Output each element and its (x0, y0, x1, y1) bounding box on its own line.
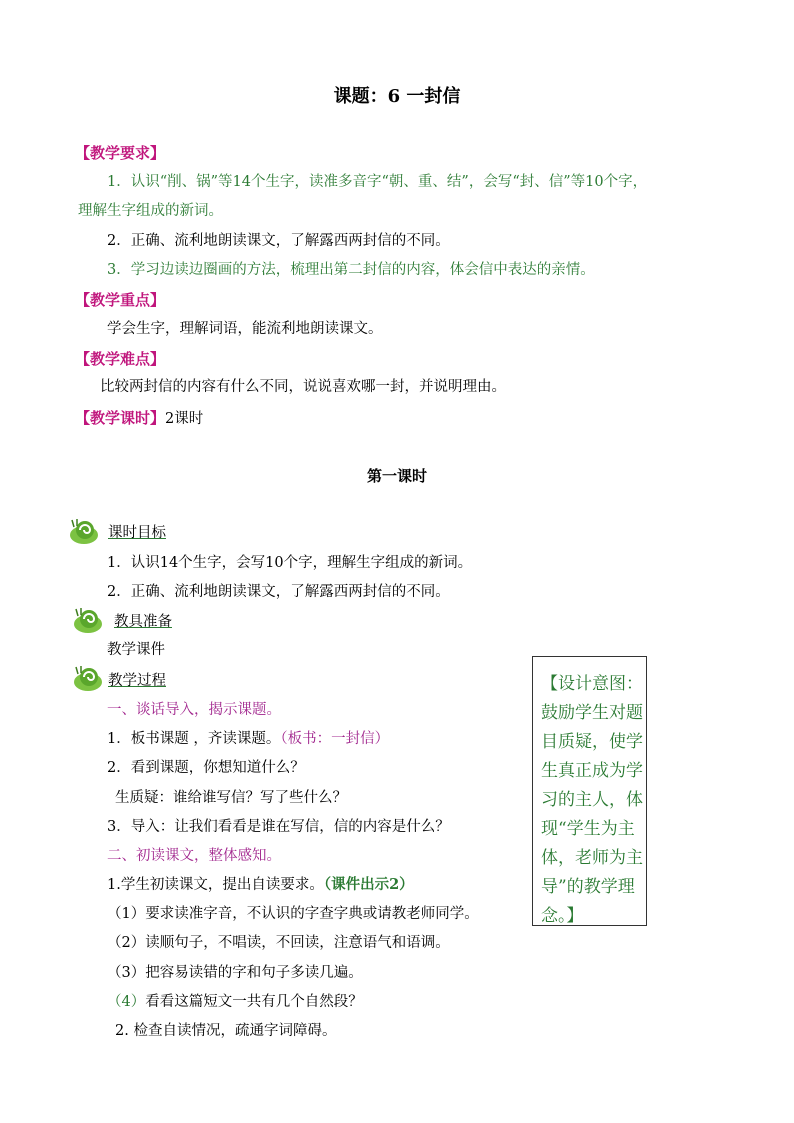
read-sub-4-number: （4） (107, 994, 146, 1010)
difficulties-heading: 【教学难点】 (75, 350, 166, 368)
tools-heading: 教具准备 (114, 614, 172, 630)
requirement-item-3: 3．学习边读边圈画的方法，梳理出第二封信的内容，体会信中表达的亲情。 (107, 262, 595, 278)
read-step-1-note: （课件出示2） (323, 876, 414, 893)
read-step-1-text: 1.学生初读课文，提出自读要求。 (107, 877, 324, 893)
goal-item-1: 1．认识14个生字，会写10个字，理解生字组成的新词。 (107, 555, 473, 571)
read-sub-4-text: 看看这篇短文一共有几个自然段？ (145, 994, 363, 1010)
read-sub-3: （3）把容易读错的字和句子多读几遍。 (107, 965, 363, 981)
process-heading: 教学过程 (108, 673, 166, 689)
class-hours-heading: 【教学课时】 (75, 409, 166, 427)
key-points-text: 学会生字，理解词语，能流利地朗读课文。 (107, 321, 383, 337)
requirement-item-1-line-2: 理解生字组成的新词。 (78, 203, 223, 219)
lesson-title: 第一课时 (366, 467, 427, 485)
design-intent-line: 现“学生为主 (541, 819, 635, 839)
process-step-3: 3．导入：让我们看看是谁在写信，信的内容是什么？ (107, 819, 450, 835)
snail-icon (72, 662, 104, 694)
process-step-1-text: 1．板书课题 ，齐读课题。 (107, 731, 281, 747)
teaching-requirements-heading: 【教学要求】 (75, 144, 166, 162)
requirement-item-1-line-1: 1．认识“削、锅”等14个生字，读准多音字“朝、重、结”，会写“封、信”等10个字， (107, 174, 648, 190)
key-points-heading: 【教学重点】 (75, 291, 166, 309)
process-section-1: 一、谈话导入，揭示课题。 (107, 702, 281, 718)
snail-icon (68, 515, 100, 547)
design-intent-line: 【设计意图： (541, 674, 643, 694)
tools-text: 教学课件 (107, 642, 165, 658)
design-intent-line: 生真正成为学 (541, 761, 643, 781)
process-step-2-answer: 生质疑：谁给谁写信？写了些什么？ (115, 790, 347, 806)
read-step-1 (107, 875, 414, 895)
read-sub-2: （2）读顺句子，不唱读，不回读，注意语气和语调。 (107, 935, 450, 951)
difficulties-text: 比较两封信的内容有什么不同，说说喜欢哪一封，并说明理由。 (100, 379, 506, 395)
design-intent-line: 体，老师为主 (541, 848, 643, 868)
design-intent-line: 念。】 (541, 906, 584, 926)
process-step-2: 2．看到课题，你想知道什么？ (107, 760, 305, 776)
requirement-item-2: 2．正确、流利地朗读课文，了解露西两封信的不同。 (107, 233, 450, 249)
snail-icon (72, 604, 104, 636)
design-intent-line: 鼓励学生对题 (541, 703, 643, 723)
read-sub-4 (107, 992, 363, 1012)
goals-heading: 课时目标 (108, 525, 166, 541)
process-step-1 (107, 729, 389, 749)
read-sub-1: （1）要求读准字音，不认识的字查字典或请教老师同学。 (107, 906, 479, 922)
design-intent-line: 导”的教学理 (541, 877, 635, 897)
design-intent-box (532, 656, 647, 926)
design-intent-line: 习的主人，体 (541, 790, 643, 810)
process-section-2: 二、初读课文，整体感知。 (107, 848, 281, 864)
check-step: 2. 检查自读情况，疏通字词障碍。 (115, 1023, 337, 1039)
page-title: 课题：6 一封信 (333, 86, 461, 107)
class-hours-text: 2课时 (165, 411, 204, 427)
design-intent-line: 目质疑，使学 (541, 732, 643, 752)
goal-item-2: 2．正确、流利地朗读课文，了解露西两封信的不同。 (107, 584, 450, 600)
class-hours-row (75, 407, 203, 429)
process-step-1-note: （板书：一封信） (280, 731, 390, 747)
